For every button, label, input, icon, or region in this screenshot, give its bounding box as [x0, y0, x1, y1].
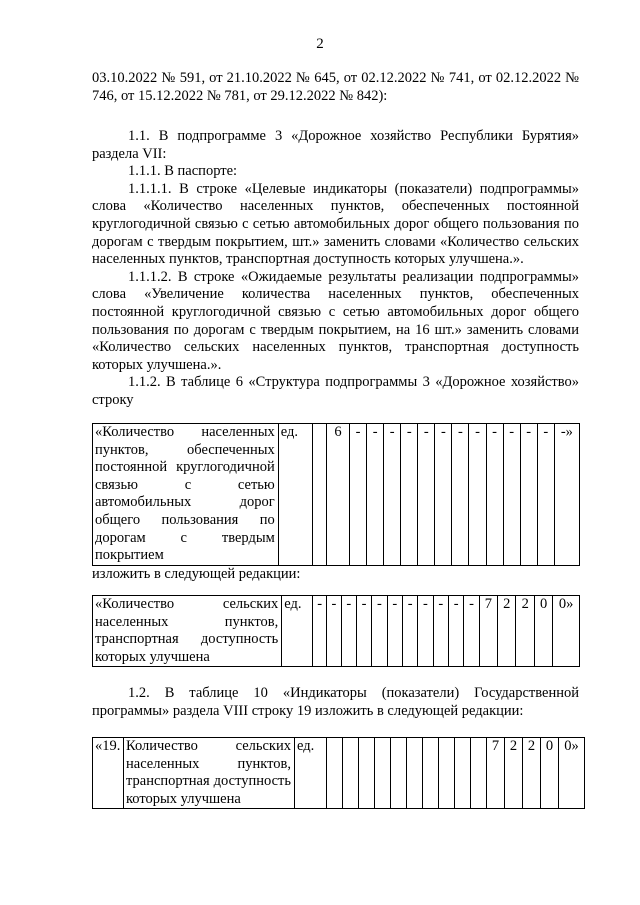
page-number: 2 — [316, 36, 324, 52]
value-cell: 0» — [559, 738, 585, 809]
value-cell — [439, 738, 455, 809]
value-cell — [375, 738, 391, 809]
paragraph-new-edition: изложить в следующей редакции: — [92, 566, 301, 582]
paragraph-1-1: 1.1. В подпрограмме 3 «Дорожное хозяйство Республики Бурятия» раздела VII: — [92, 128, 579, 162]
value-cell: 2 — [498, 596, 516, 667]
value-cell: - — [312, 596, 326, 667]
unit-cell: ед. — [295, 738, 327, 809]
value-cell: - — [341, 596, 356, 667]
value-cell: - — [469, 424, 486, 566]
value-cell: - — [464, 596, 479, 667]
value-cell: - — [486, 424, 503, 566]
indicator-name-cell: Количество сельских населенных пунктов, транспортная доступность которых улучшена — [124, 738, 295, 809]
indicator-name-cell: «Количество сельских населенных пунктов, транспортная доступность которых улучшена — [93, 596, 282, 667]
paragraph-1-1-1-1: 1.1.1.1. В строке «Целевые индикаторы (показатели) подпрограммы» слова «Количество населенных пунктов, обеспеченных постоянной круглогодичной связью с сетью автомобильных дорог общего пользования по дорогам с твердым покрытием, шт.» заменить словами «Количество сельских населенных пунктов, транспортная доступность которых улучшена.». — [92, 180, 579, 268]
value-cell — [471, 738, 487, 809]
value-cell — [423, 738, 439, 809]
value-cell: - — [448, 596, 463, 667]
value-cell — [391, 738, 407, 809]
value-cell: - — [537, 424, 554, 566]
value-cell: 0 — [541, 738, 559, 809]
paragraph-1-1-2: 1.1.2. В таблице 6 «Структура подпрограммы 3 «Дорожное хозяйство» строку — [92, 374, 579, 408]
text-section-main — [92, 128, 579, 410]
value-cell: - — [435, 424, 452, 566]
value-cell: 7 — [479, 596, 497, 667]
value-cell — [327, 738, 343, 809]
table-row — [93, 424, 580, 566]
value-cell — [455, 738, 471, 809]
text-section-1-2 — [92, 685, 579, 720]
table-row — [93, 596, 580, 667]
value-cell: - — [418, 596, 433, 667]
table-row — [93, 738, 585, 809]
value-cell: - — [520, 424, 537, 566]
row-number-cell: «19. — [93, 738, 124, 809]
paragraph-1-2: 1.2. В таблице 10 «Индикаторы (показатели) Государственной программы» раздела VIII строку 19 изложить в следующей редакции: — [92, 685, 579, 719]
value-cell: 0» — [553, 596, 580, 667]
value-cell: - — [356, 596, 371, 667]
value-cell: - — [402, 596, 417, 667]
value-cell — [312, 424, 326, 566]
table-old-row — [92, 423, 580, 566]
value-cell: - — [503, 424, 520, 566]
value-cell: - — [367, 424, 384, 566]
table-row-19 — [92, 737, 585, 809]
value-cell: 0 — [534, 596, 552, 667]
value-cell: - — [372, 596, 387, 667]
unit-cell: ед. — [282, 596, 313, 667]
value-cell — [407, 738, 423, 809]
value-cell: - — [350, 424, 367, 566]
value-cell — [359, 738, 375, 809]
value-cell: -» — [554, 424, 579, 566]
value-cell: 6 — [326, 424, 349, 566]
value-cell: 7 — [487, 738, 505, 809]
value-cell: 2 — [505, 738, 523, 809]
value-cell — [343, 738, 359, 809]
unit-cell: ед. — [278, 424, 312, 566]
value-cell: - — [418, 424, 435, 566]
value-cell: - — [327, 596, 341, 667]
value-cell: 2 — [523, 738, 541, 809]
value-cell: - — [384, 424, 401, 566]
paragraph-1-1-1-2: 1.1.1.2. В строке «Ожидаемые результаты реализации подпрограммы» слова «Увеличение количества населенных пунктов, обеспеченных постоянной круглогодичной связью с сетью автомобильных дорог общего пользования по дорогам с твердым покрытием, на 16 шт.» заменить словами «Количество сельских населенных пунктов, транспортная доступность которых улучшена.». — [92, 268, 579, 373]
value-cell: - — [452, 424, 469, 566]
text-section-edition — [92, 566, 579, 584]
intro-paragraph: 03.10.2022 № 591, от 21.10.2022 № 645, от 02.12.2022 № 741, от 02.12.2022 № 746, от 15.12.2022 № 781, от 29.12.2022 № 842): — [92, 70, 579, 104]
table-new-row — [92, 595, 580, 667]
indicator-name-cell: «Количество населенных пунктов, обеспеченных постоянной круглогодичной связью с сетью автомобильных дорог общего пользования по дорогам с твердым покрытием — [93, 424, 279, 566]
text-section-top — [92, 70, 579, 105]
value-cell: - — [433, 596, 448, 667]
value-cell: 2 — [516, 596, 534, 667]
value-cell: - — [401, 424, 418, 566]
value-cell: - — [387, 596, 402, 667]
paragraph-1-1-1: 1.1.1. В паспорте: — [128, 163, 238, 180]
